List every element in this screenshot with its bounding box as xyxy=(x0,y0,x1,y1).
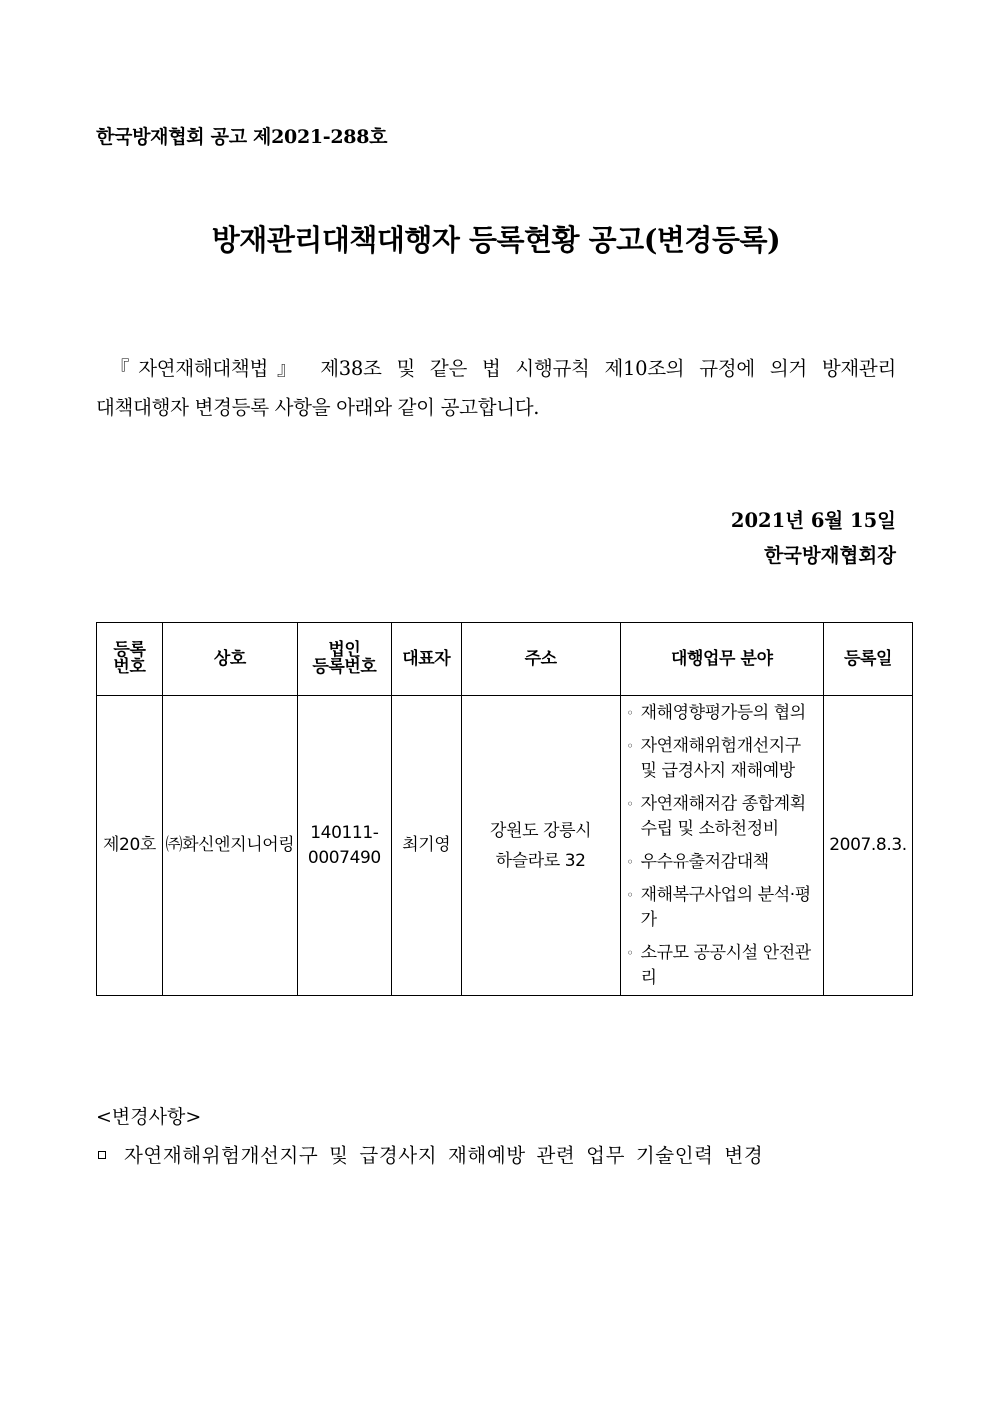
header-fields: 대행업무 분야 xyxy=(620,623,823,696)
square-bullet-icon xyxy=(98,1151,106,1159)
header-representative: 대표자 xyxy=(391,623,461,696)
notice-number: 한국방재협회 공고 제2021-288호 xyxy=(96,126,388,148)
cell-corp-no: 140111-0007490 xyxy=(297,696,391,996)
bullet-icon: ◦ xyxy=(626,946,634,960)
cell-company: ㈜화신엔지니어링 xyxy=(162,696,297,996)
cell-representative: 최기영 xyxy=(391,696,461,996)
header-corp-no: 법인 등록번호 xyxy=(297,623,391,696)
cell-address: 강원도 강릉시 하슬라로 32 xyxy=(461,696,620,996)
notice-body-line-2: 대책대행자 변경등록 사항을 아래와 같이 공고합니다. xyxy=(96,396,540,419)
notice-signer: 한국방재협회장 xyxy=(764,544,896,567)
header-address: 주소 xyxy=(461,623,620,696)
list-item: ◦ 재해복구사업의 분석·평가 xyxy=(627,883,819,933)
document-title: 방재관리대책대행자 등록현황 공고(변경등록) xyxy=(211,223,781,257)
header-company: 상호 xyxy=(162,623,297,696)
bullet-icon: ◦ xyxy=(626,797,634,811)
table-row xyxy=(97,696,913,996)
header-reg-date: 등록일 xyxy=(823,623,912,696)
bullet-icon: ◦ xyxy=(626,888,634,902)
changes-label: <변경사항> xyxy=(96,1106,202,1128)
header-reg-no: 등록 번호 xyxy=(97,623,163,696)
notice-date: 2021년 6월 15일 xyxy=(730,509,896,532)
registration-table xyxy=(96,622,913,996)
list-item: ◦ 자연재해위험개선지구 및 급경사지 재해예방 xyxy=(627,734,819,784)
table-header-row xyxy=(97,623,913,696)
bullet-icon: ◦ xyxy=(626,706,634,720)
bullet-icon: ◦ xyxy=(626,739,634,753)
list-item: ◦ 소규모 공공시설 안전관리 xyxy=(627,941,819,991)
list-item: ◦ 자연재해저감 종합계획 수립 및 소하천정비 xyxy=(627,792,819,842)
list-item: ◦ 재해영향평가등의 협의 xyxy=(627,701,819,726)
notice-body-line-1: 『자연재해대책법』 제38조 및 같은 법 시행규칙 제10조의 규정에 의거 방재관리 xyxy=(110,357,896,380)
changes-item-text: 자연재해위험개선지구 및 급경사지 재해예방 관련 업무 기술인력 변경 xyxy=(124,1144,764,1167)
list-item: ◦ 우수유출저감대책 xyxy=(627,850,819,875)
changes-item xyxy=(98,1140,763,1168)
cell-fields xyxy=(620,696,823,996)
cell-reg-date: 2007.8.3. xyxy=(823,696,912,996)
bullet-icon: ◦ xyxy=(626,855,634,869)
cell-reg-no: 제20호 xyxy=(97,696,163,996)
notice-body xyxy=(96,349,896,427)
